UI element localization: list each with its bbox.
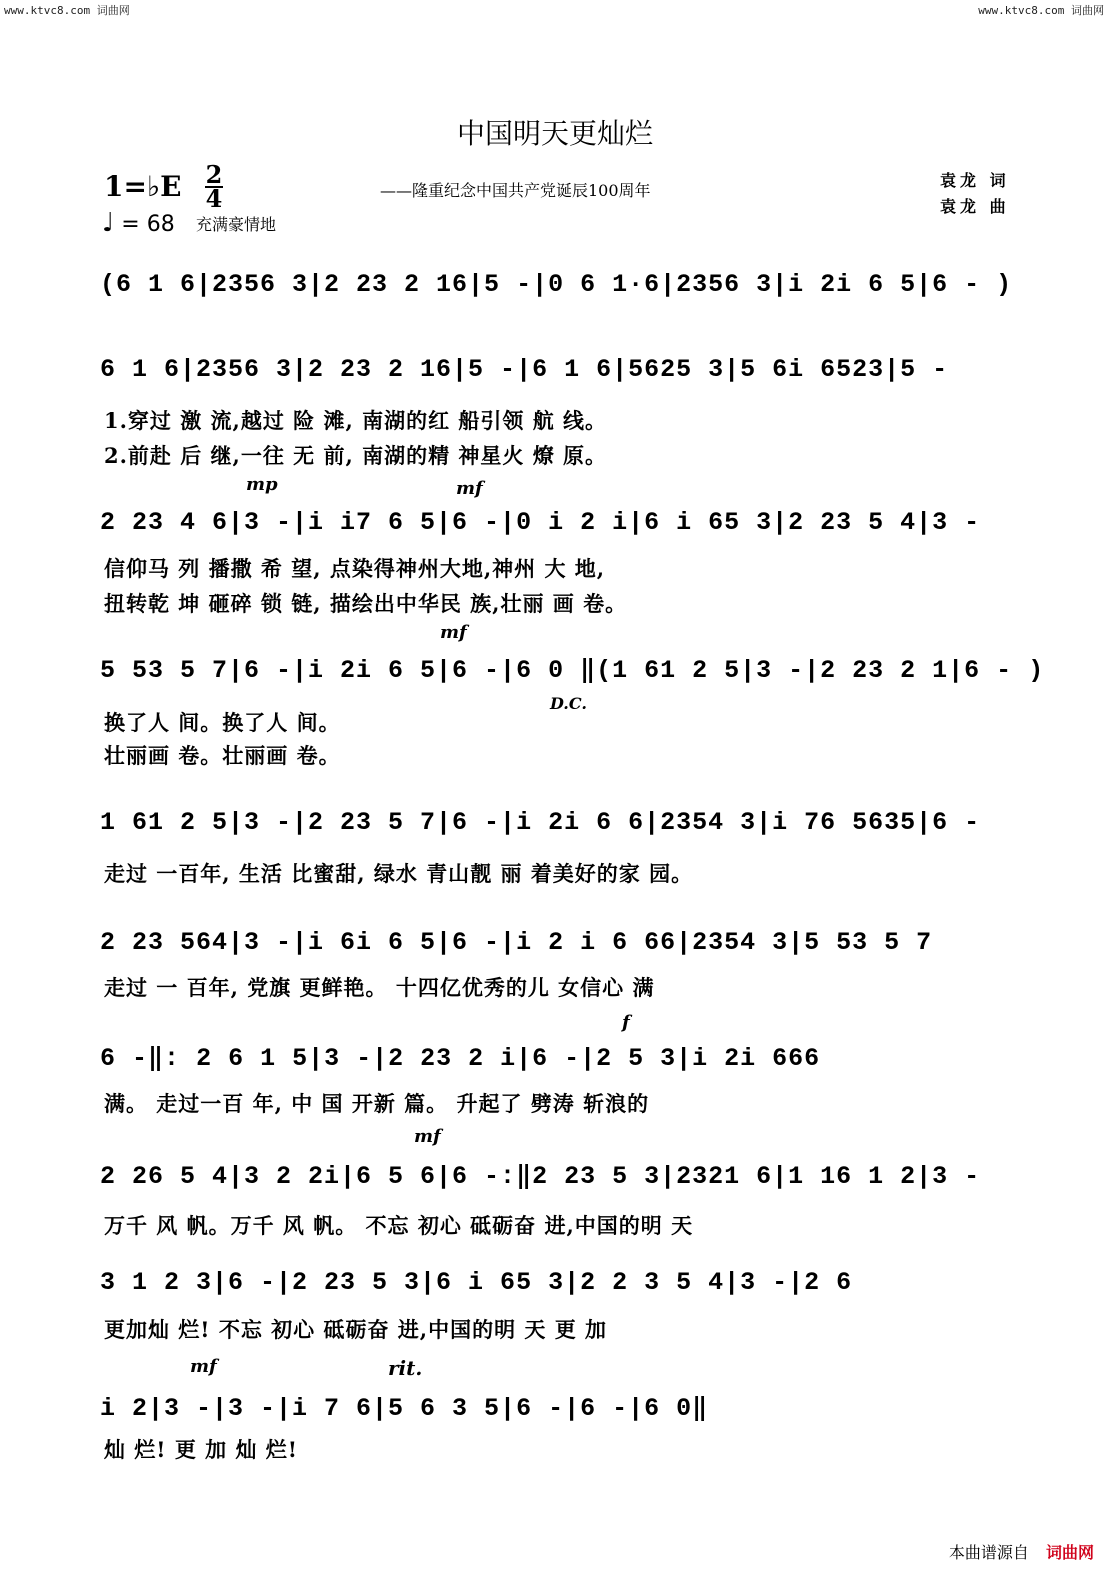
dc-mark: D.C.	[550, 694, 587, 713]
dynamic-mp: mp	[246, 474, 278, 495]
lyric-line-2-verse-1: 1.穿过 激 流,越过 险 滩, 南湖的红 船引领 航 线。	[104, 408, 608, 433]
lyric-line-9: 更加灿 烂! 不忘 初心 砥砺奋 进,中国的明 天 更 加	[104, 1317, 608, 1342]
time-top: 2	[205, 160, 223, 189]
score-line-10: i 2|3 -|3 -|i 7 6|5 6 3 5|6 -|6 -|6 0‖	[100, 1394, 709, 1423]
score-line-7: 6 -‖: 2 6 1 5|3 -|2 23 2 i|6 -|2 5 3|i 2i 666	[100, 1044, 821, 1073]
dynamic-mf-1: mf	[456, 478, 483, 499]
score-line-5: 1 61 2 5|3 -|2 23 5 7|6 -|i 2i 6 6|2354 3|i 76 5635|6 -	[100, 808, 981, 837]
lyric-line-8: 万千 风 帆。万千 风 帆。 不忘 初心 砥砺奋 进,中国的明 天	[104, 1213, 694, 1238]
tempo-expression: 充满豪情地	[196, 215, 277, 234]
lyric-line-2-verse-2: 2.前赴 后 继,一往 无 前, 南湖的精 神星火 燎 原。	[104, 443, 608, 468]
dynamic-f: f	[622, 1012, 630, 1033]
dynamic-mf-2: mf	[440, 622, 467, 643]
time-signature	[202, 160, 226, 213]
lyric-line-4-verse-1: 换了人 间。换了人 间。	[104, 710, 341, 735]
tempo-mark	[102, 208, 175, 238]
song-subtitle: ——隆重纪念中国共产党诞辰100周年	[380, 181, 651, 200]
score-line-6: 2 23 564|3 -|i 6i 6 5|6 -|i 2 i 6 66|2354 3|5 53 5 7	[100, 928, 933, 957]
footer-source-text: 本曲谱源自	[948, 1543, 1029, 1562]
quarter-note-icon: ♩	[102, 208, 115, 238]
lyric-line-6: 走过 一 百年, 党旗 更鲜艳。 十四亿优秀的儿 女信心 满	[104, 975, 655, 1000]
lyric-line-4-verse-2: 壮丽画 卷。壮丽画 卷。	[104, 743, 341, 768]
ritardando-mark: rit.	[388, 1356, 423, 1380]
score-line-2: 6 1 6|2356 3|2 23 2 16|5 -|6 1 6|5625 3|5 6i 6523|5 -	[100, 355, 949, 384]
lyric-line-10: 灿 烂! 更 加 灿 烂!	[104, 1437, 298, 1462]
lyricist-credit: 袁龙 词	[940, 171, 1010, 190]
watermark-left: www.ktvc8.com 词曲网	[4, 4, 130, 17]
key-signature: 1=♭E	[104, 170, 182, 203]
dynamic-mf-4: mf	[190, 1356, 217, 1377]
lyric-line-3-verse-1: 信仰马 列 播撒 希 望, 点染得神州大地,神州 大 地,	[104, 556, 606, 581]
dynamic-mf-3: mf	[414, 1126, 441, 1147]
composer-credit: 袁龙 曲	[940, 197, 1010, 216]
footer-site-logo: 词曲网	[1045, 1543, 1094, 1562]
score-line-3: 2 23 4 6|3 -|i i7 6 5|6 -|0 i 2 i|6 i 65 3|2 23 5 4|3 -	[100, 508, 981, 537]
lyric-line-5: 走过 一百年, 生活 比蜜甜, 绿水 青山靓 丽 着美好的家 园。	[104, 861, 694, 886]
score-line-9: 3 1 2 3|6 -|2 23 5 3|6 i 65 3|2 2 3 5 4|3 -|2 6	[100, 1268, 853, 1297]
tempo-value: = 68	[121, 212, 175, 237]
watermark-right: www.ktvc8.com 词曲网	[978, 4, 1104, 17]
lyric-line-7: 满。 走过一百 年, 中 国 开新 篇。 升起了 劈涛 斩浪的	[104, 1091, 650, 1116]
time-bottom: 4	[205, 184, 223, 213]
footer-source	[949, 1540, 1094, 1563]
score-line-1: (6 1 6|2356 3|2 23 2 16|5 -|0 6 1·6|2356 3|i 2i 6 5|6 - )	[100, 270, 1013, 299]
lyric-line-3-verse-2: 扭转乾 坤 砸碎 锁 链, 描绘出中华民 族,壮丽 画 卷。	[104, 591, 628, 616]
score-line-4: 5 53 5 7|6 -|i 2i 6 5|6 -|6 0 ‖(1 61 2 5|3 -|2 23 2 1|6 - )	[100, 656, 1045, 685]
song-title: 中国明天更灿烂	[456, 117, 653, 150]
score-line-8: 2 26 5 4|3 2 2i|6 5 6|6 -:‖2 23 5 3|2321 6|1 16 1 2|3 -	[100, 1162, 981, 1191]
